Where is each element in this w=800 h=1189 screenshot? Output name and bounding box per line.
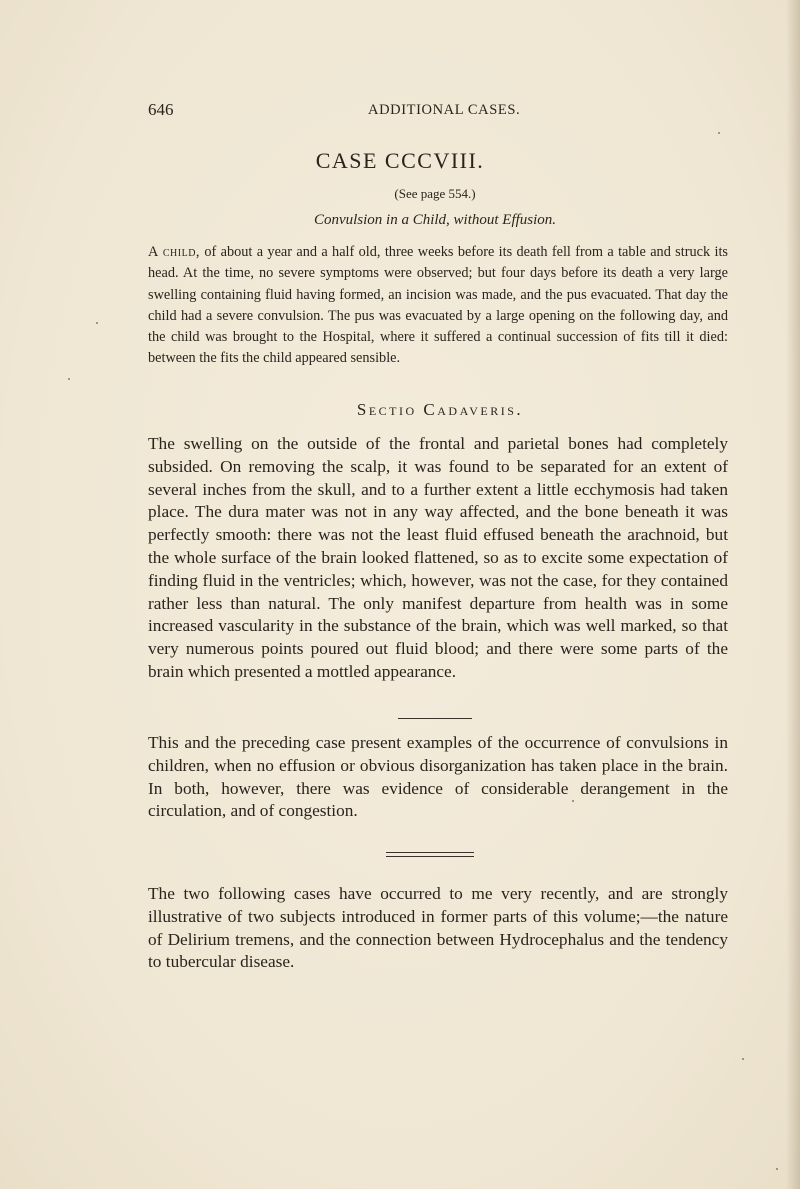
case-subtitle: Convulsion in a Child, without Effusion. — [313, 212, 557, 228]
paper-speck — [776, 1168, 778, 1170]
case-history-text: of about a year and a half old, three weeks before its death fell from a table and struck its head. At the time, no severe symptoms were observed; but four days before its death a very large swelling containing fluid having formed, an incision was made, and the pus evacuated. That day the child had a severe convulsion. The pus was evacuated by a large opening on the following day, and the child was brought to the Hospital, where it suffered a continual succession of fits till it died: between the fits the child appeared sensible. — [148, 244, 728, 367]
paper-speck — [742, 1058, 744, 1060]
paper-speck — [718, 132, 720, 134]
paper-speck — [68, 378, 70, 380]
closing-paragraph: The two following cases have occurred to me very recently, and are strongly illustrative of two subjects introduced in former parts of this volume;—the nature of Delirium tremens, and the connection between Hydrocephalus and the tendency to tubercular disease. — [148, 884, 728, 972]
case-title: CASE CCCVIII. — [315, 148, 485, 173]
running-head — [148, 100, 730, 126]
case-history-lead: A child, — [148, 244, 201, 260]
double-divider — [386, 852, 474, 857]
section-heading: Sectio Cadaveris. — [356, 400, 524, 419]
case-reference: (See page 554.) — [394, 186, 476, 201]
page-edge-shadow — [786, 0, 800, 1189]
sectio-paragraph: The swelling on the outside of the frontal and parietal bones had completely subsided. On removing the scalp, it was found to be separated for an extent of several inches from the skull, and to a further extent a little ecchymosis had taken place. The dura mater was not in any way affected, and the bone beneath it was perfectly smooth: there was not the least fluid effused beneath the arachnoid, but the whole surface of the brain looked flattened, so as to excite some expectation of finding fluid in the ventricles; which, however, was not the case, for they contained rather less than natural. The only manifest departure from health was in some increased vascularity in the substance of the brain, which was well marked, so that very numerous points poured out fluid blood; and there were some parts of the brain which presented a mottled appearance. — [148, 434, 728, 681]
page-number: 646 — [148, 100, 174, 119]
remarks-paragraph: This and the preceding case present examples of the occurrence of convulsions in children, when no effusion or obvious disorganization has taken place in the brain. In both, however, there was evidence of considerable derangement in the circulation, and of congestion. — [148, 733, 728, 821]
running-head-title: ADDITIONAL CASES. — [368, 102, 521, 118]
case-history-paragraph — [148, 242, 728, 370]
paper-speck — [96, 322, 98, 324]
paper-speck — [572, 800, 574, 802]
section-divider — [398, 718, 472, 719]
